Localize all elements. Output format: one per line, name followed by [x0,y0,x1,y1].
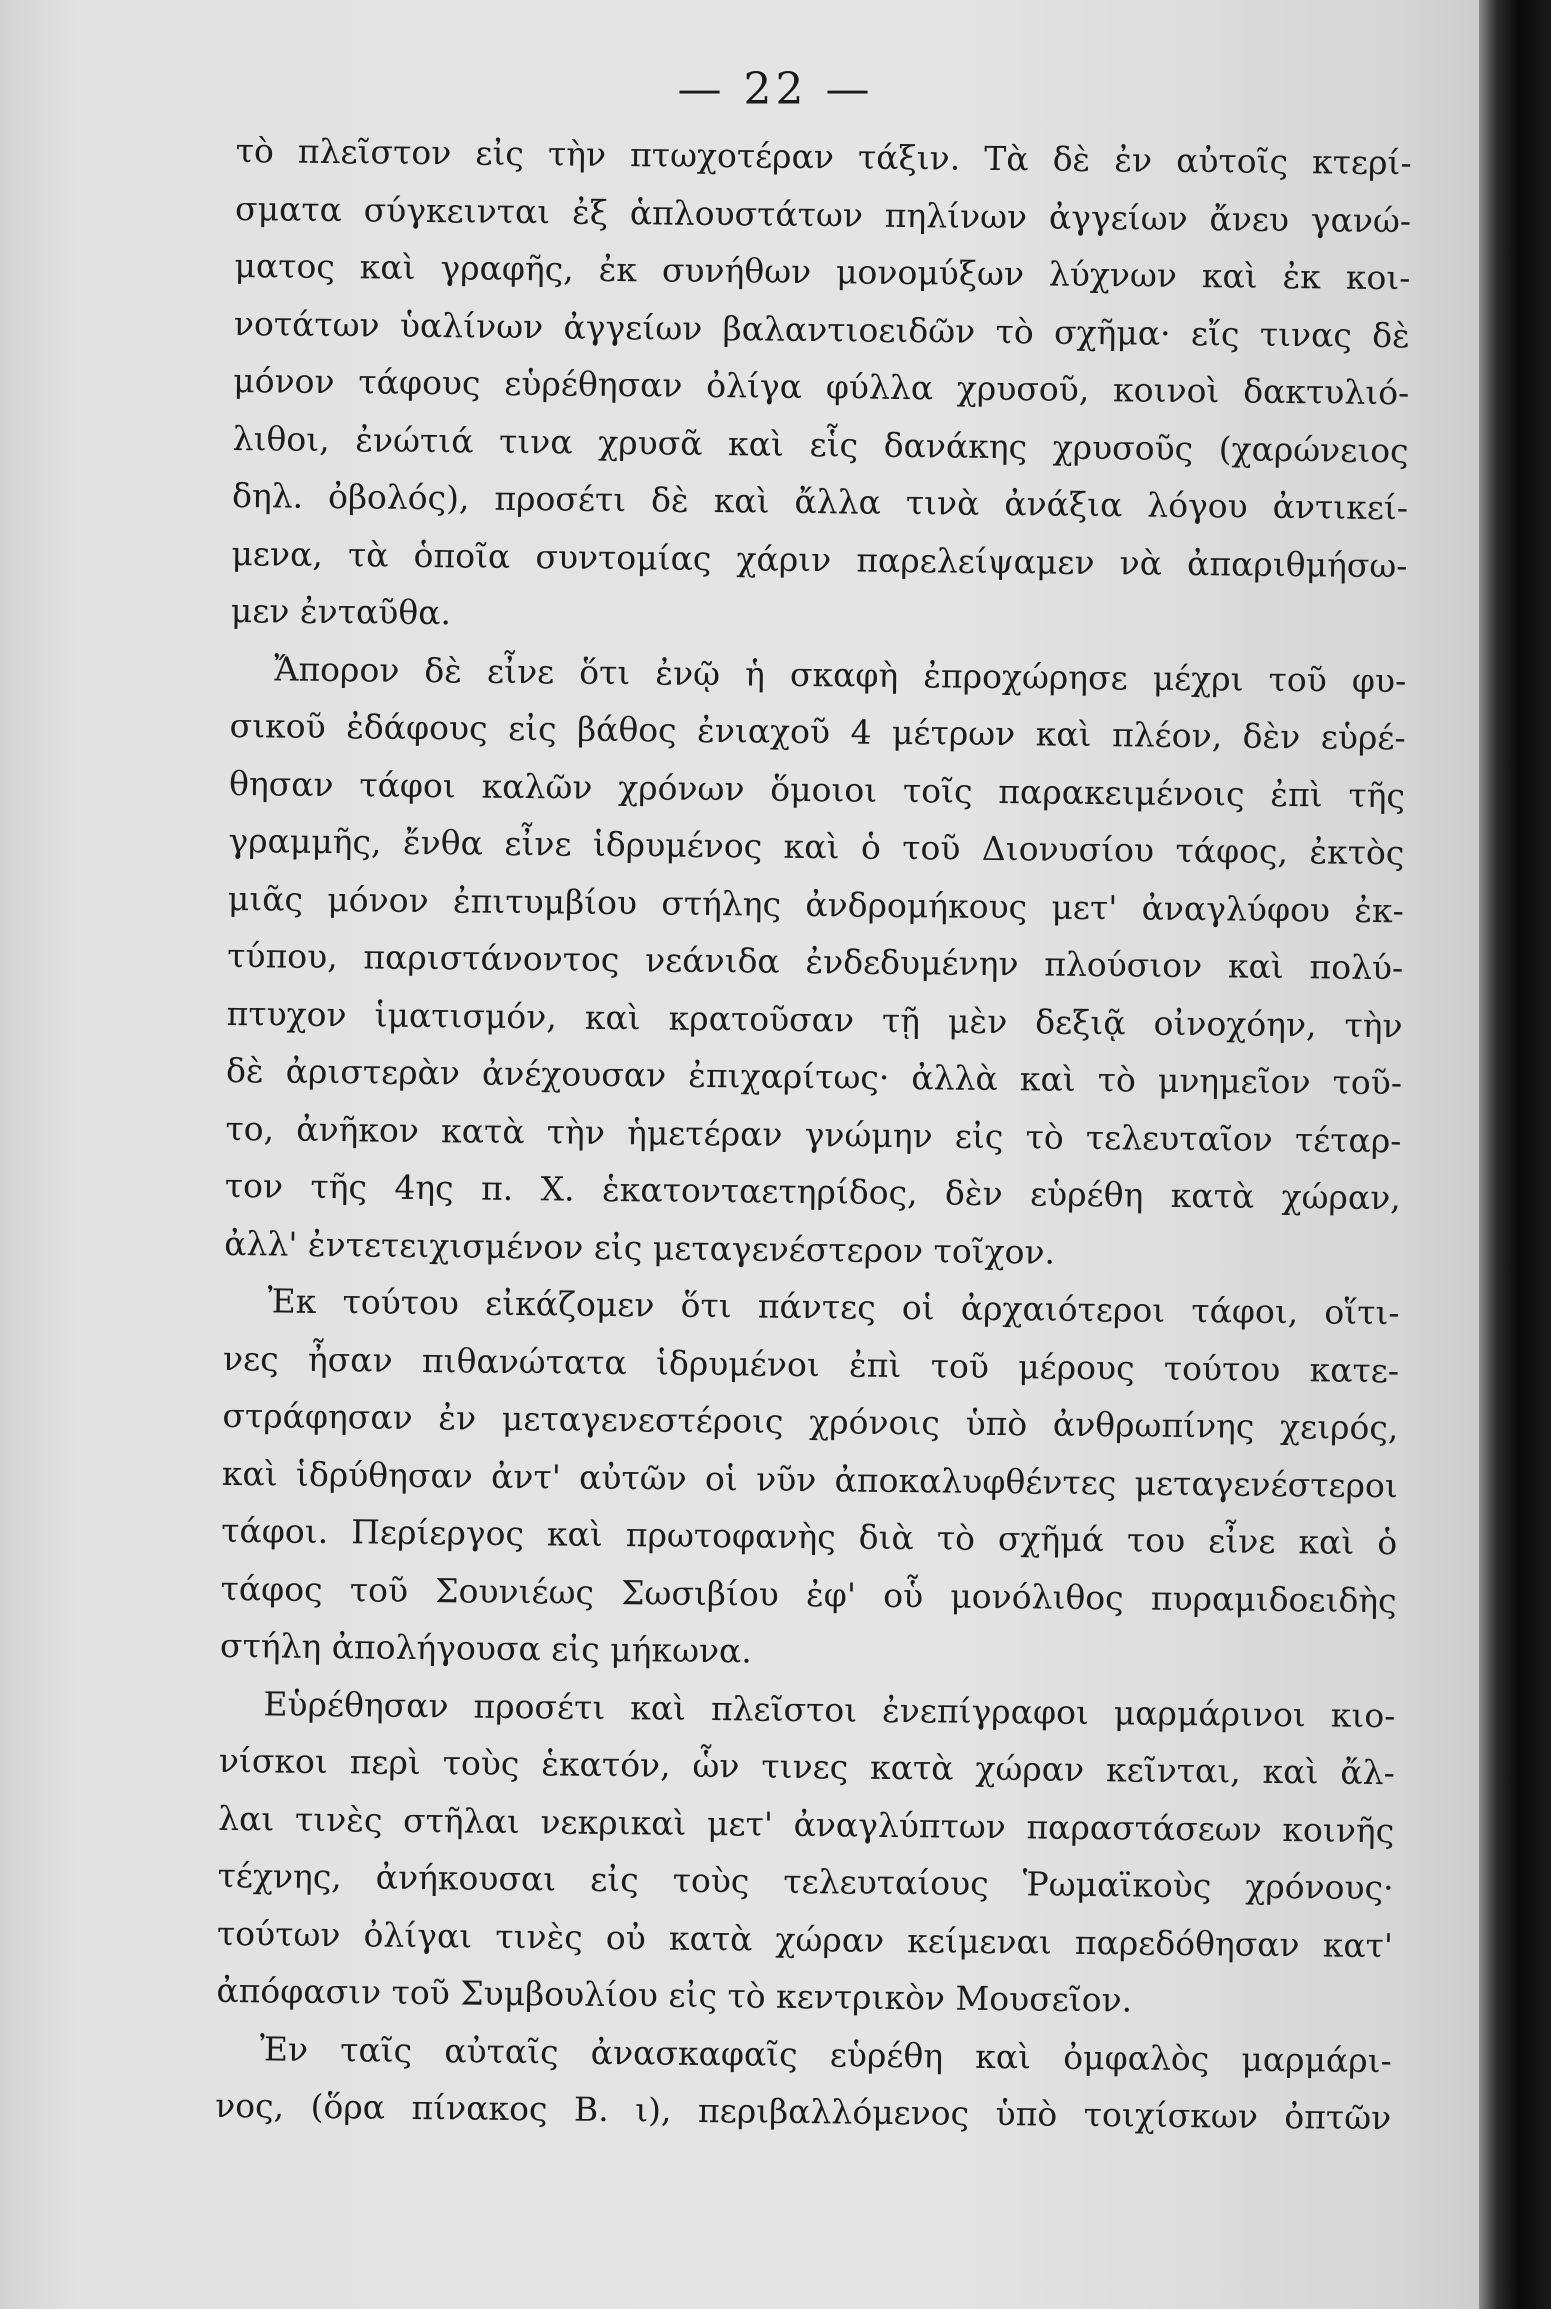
text-line: μιᾶς μόνον ἐπιτυμβίου στήλης ἀνδρομήκους μετ' ἀναγλύφου ἐκ- [227,878,1405,930]
text-line: τύπου, παριστάνοντος νεάνιδα ἐνδεδυμένην πλούσιον καὶ πολύ- [227,935,1404,988]
text-line: νος, (ὅρα πίνακος Β. ι), περιβαλλόμενος ὑπὸ τοιχίσκων ὀπτῶν [215,2085,1392,2138]
text-line: μεν ἐνταῦθα. [230,590,452,633]
paragraph-first-line: Εὑρέθησαν προσέτι καὶ πλεῖστοι ἐνεπίγραφοι μαρμάρινοι κιο- [263,1683,1396,1735]
book-spine-shadow [1479,0,1551,2309]
text-line: σικοῦ ἐδάφους εἰς βάθος ἐνιαχοῦ 4 μέτρων καὶ πλέον, δὲν εὑρέ- [229,705,1406,758]
body-text [215,122,1412,2147]
text-line: τέχνης, ἀνήκουσαι εἰς τοὺς τελευταίους Ῥωμαϊκοὺς χρόνους· [217,1855,1394,1908]
text-line: δὲ ἀριστερὰν ἀνέχουσαν ἐπιχαρίτως· ἀλλὰ καὶ τὸ μνημεῖον τοῦ- [225,1050,1403,1103]
text-line: μόνον τάφους εὑρέθησαν ὀλίγα φύλλα χρυσοῦ, κοινοὶ δακτυλιό- [233,360,1410,413]
text-line: τὸ πλεῖστον εἰς τὴν πτωχοτέραν τάξιν. Τὰ δὲ ἐν αὐτοῖς κτερί- [235,130,1412,183]
text-line: γραμμῆς, ἔνθα εἶνε ἱδρυμένος καὶ ὁ τοῦ Διονυσίου τάφος, ἐκτὸς [228,820,1405,873]
text-line: τάφος τοῦ Σουνιέως Σωσιβίου ἐφ' οὗ μονόλιθος πυραμιδοειδὴς [220,1568,1397,1620]
text-line: σματα σύγκεινται ἐξ ἁπλουστάτων πηλίνων ἀγγείων ἄνευ γανώ- [234,188,1412,240]
paragraph-first-line: Ἐν ταῖς αὐταῖς ἀνασκαφαῖς εὑρέθη καὶ ὀμφαλὸς μαρμάρι- [259,2028,1392,2080]
text-line: στήλη ἀπολήγουσα εἰς μήκωνα. [219,1625,753,1671]
text-line: ἀπόφασιν τοῦ Συμβουλίου εἰς τὸ κεντρικὸν Μουσεῖον. [216,1970,1133,2020]
text-line: νοτάτων ὑαλίνων ἀγγείων βαλαντιοειδῶν τὸ σχῆμα· εἴς τινας δὲ [233,303,1411,355]
text-line: τάφοι. Περίεργος καὶ πρωτοφανὴς διὰ τὸ σχῆμά του εἶνε καὶ ὁ [221,1510,1398,1563]
text-line: πτυχον ἱματισμόν, καὶ κρατοῦσαν τῇ μὲν δεξιᾷ οἰνοχόην, τὴν [226,993,1403,1045]
text-line: δηλ. ὀβολός), προσέτι δὲ καὶ ἄλλα τινὰ ἀνάξια λόγου ἀντικεί- [231,475,1409,528]
text-line: το, ἀνῆκον κατὰ τὴν ἡμετέραν γνώμην εἰς τὸ τελευταῖον τέταρ- [225,1108,1402,1160]
text-line: θησαν τάφοι καλῶν χρόνων ὅμοιοι τοῖς παρακειμένοις ἐπὶ τῆς [228,763,1406,815]
text-line: νες ἦσαν πιθανώτατα ἱδρυμένοι ἐπὶ τοῦ μέρους τούτου κατε- [222,1338,1400,1390]
text-line: τούτων ὀλίγαι τινὲς οὐ κατὰ χώραν κείμεναι παρεδόθησαν κατ' [216,1913,1394,1965]
text-line: λιθοι, ἐνώτιά τινα χρυσᾶ καὶ εἷς δανάκης χρυσοῦς (χαρώνειος [232,418,1409,470]
text-line: ματος καὶ γραφῆς, ἐκ συνήθων μονομύξων λύχνων καὶ ἐκ κοι- [234,245,1411,298]
text-line: ἀλλ' ἐντετειχισμένον εἰς μεταγενέστερον τοῖχον. [224,1223,1056,1272]
text-line: λαι τινὲς στῆλαι νεκρικαὶ μετ' ἀναγλύπτων παραστάσεων κοινῆς [218,1798,1395,1850]
text-line: τον τῆς 4ης π. Χ. ἑκατονταετηρίδος, δὲν εὑρέθη κατὰ χώραν, [224,1165,1402,1218]
page-number: — 22 — [677,64,874,115]
text-line: νίσκοι περὶ τοὺς ἑκατόν, ὧν τινες κατὰ χώραν κεῖνται, καὶ ἄλ- [218,1740,1395,1793]
text-line: στράφησαν ἐν μεταγενεστέροις χρόνοις ὑπὸ ἀνθρωπίνης χειρός, [222,1395,1399,1448]
text-line: μενα, τὰ ὁποῖα συντομίας χάριν παρελείψαμεν νὰ ἀπαριθμήσω- [231,533,1408,585]
text-line: καὶ ἱδρύθησαν ἀντ' αὐτῶν οἱ νῦν ἀποκαλυφθέντες μεταγενέστεροι [221,1453,1398,1505]
paragraph-first-line: Ἄπορον δὲ εἶνε ὅτι ἐνῷ ἡ σκαφὴ ἐπροχώρησε μέχρι τοῦ φυ- [274,648,1407,700]
paragraph-first-line: Ἐκ τούτου εἰκάζομεν ὅτι πάντες οἱ ἀρχαιότεροι τάφοι, οἵτι- [267,1281,1400,1333]
